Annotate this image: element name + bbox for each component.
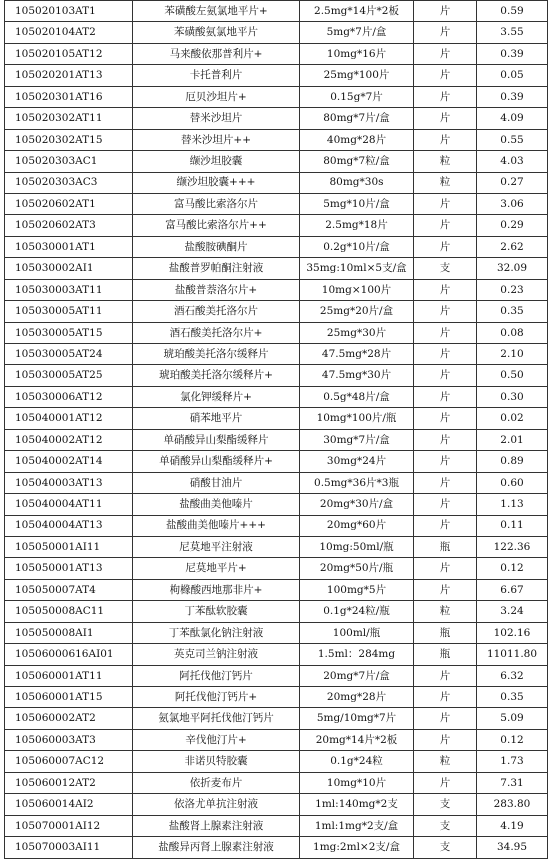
drug-name-cell: 硝苯地平片 [133, 408, 300, 429]
drug-price-cell: 0.05 [477, 65, 548, 86]
drug-unit-cell: 支 [414, 837, 477, 858]
drug-name-cell: 硝酸甘油片 [133, 472, 300, 493]
drug-name-cell: 酒石酸美托洛尔片 [133, 301, 300, 322]
table-row [5, 451, 548, 472]
table-row [5, 558, 548, 579]
drug-code-cell: 105030005AT11 [5, 301, 133, 322]
drug-code-cell: 105060001AT11 [5, 665, 133, 686]
drug-code-cell: 105020105AT12 [5, 43, 133, 64]
drug-name-cell: 缬沙坦胶囊+++ [133, 172, 300, 193]
drug-code-cell: 105040004AT11 [5, 494, 133, 515]
drug-price-cell: 0.60 [477, 472, 548, 493]
drug-name-cell: 丁苯酞氯化钠注射液 [133, 622, 300, 643]
table-row [5, 129, 548, 150]
drug-code-cell: 105030005AT25 [5, 365, 133, 386]
table-row [5, 729, 548, 750]
drug-unit-cell: 片 [414, 344, 477, 365]
drug-spec-cell: 0.5mg*36片*3瓶 [300, 472, 414, 493]
drug-unit-cell: 片 [414, 408, 477, 429]
drug-name-cell: 依折麦布片 [133, 772, 300, 793]
drug-spec-cell: 47.5mg*28片 [300, 344, 414, 365]
drug-name-cell: 盐酸普萘洛尔片+ [133, 279, 300, 300]
drug-price-cell: 11011.80 [477, 644, 548, 665]
drug-code-cell: 105050001AI11 [5, 536, 133, 557]
drug-code-cell: 105020104AT2 [5, 22, 133, 43]
drug-code-cell: 105040002AT14 [5, 451, 133, 472]
drug-unit-cell: 片 [414, 129, 477, 150]
drug-price-cell: 122.36 [477, 536, 548, 557]
drug-unit-cell: 片 [414, 451, 477, 472]
drug-price-cell: 0.89 [477, 451, 548, 472]
table-row [5, 515, 548, 536]
table-row [5, 815, 548, 836]
drug-price-cell: 0.39 [477, 43, 548, 64]
drug-spec-cell: 5mg*10片/盒 [300, 193, 414, 214]
drug-code-cell: 105050008AI1 [5, 622, 133, 643]
table-row [5, 772, 548, 793]
drug-name-cell: 厄贝沙坦片+ [133, 86, 300, 107]
drug-spec-cell: 100ml/瓶 [300, 622, 414, 643]
table-row [5, 258, 548, 279]
drug-name-cell: 盐酸普罗帕酮注射液 [133, 258, 300, 279]
drug-unit-cell: 片 [414, 322, 477, 343]
drug-unit-cell: 支 [414, 258, 477, 279]
drug-price-cell: 4.09 [477, 108, 548, 129]
drug-unit-cell: 瓶 [414, 622, 477, 643]
drug-spec-cell: 25mg*100片 [300, 65, 414, 86]
drug-code-cell: 105040002AT12 [5, 429, 133, 450]
drug-unit-cell: 片 [414, 472, 477, 493]
drug-price-cell: 2.10 [477, 344, 548, 365]
drug-spec-cell: 80mg*7片/盒 [300, 108, 414, 129]
drug-price-cell: 0.08 [477, 322, 548, 343]
drug-spec-cell: 0.5g*48片/盒 [300, 386, 414, 407]
drug-price-cell: 3.24 [477, 601, 548, 622]
drug-code-cell: 105070001AI12 [5, 815, 133, 836]
table-row [5, 193, 548, 214]
drug-code-cell: 105020302AT11 [5, 108, 133, 129]
table-row [5, 665, 548, 686]
drug-unit-cell: 片 [414, 65, 477, 86]
drug-price-cell: 0.50 [477, 365, 548, 386]
drug-spec-cell: 0.1g*24粒 [300, 751, 414, 772]
drug-name-cell: 英克司兰钠注射液 [133, 644, 300, 665]
drug-spec-cell: 10mg:50ml/瓶 [300, 536, 414, 557]
drug-price-cell: 32.09 [477, 258, 548, 279]
table-body [5, 1, 548, 859]
drug-name-cell: 盐酸曲美他嗪片+++ [133, 515, 300, 536]
drug-code-cell: 105030001AT1 [5, 236, 133, 257]
drug-spec-cell: 20mg*50片/瓶 [300, 558, 414, 579]
drug-name-cell: 盐酸异丙肾上腺素注射液 [133, 837, 300, 858]
drug-name-cell: 富马酸比索洛尔片 [133, 193, 300, 214]
drug-name-cell: 非诺贝特胶囊 [133, 751, 300, 772]
drug-code-cell: 105050001AT13 [5, 558, 133, 579]
drug-code-cell: 105030006AT12 [5, 386, 133, 407]
table-row [5, 65, 548, 86]
drug-name-cell: 盐酸胺碘酮片 [133, 236, 300, 257]
drug-spec-cell: 40mg*28片 [300, 129, 414, 150]
drug-spec-cell: 80mg*7粒/盒 [300, 151, 414, 172]
table-row [5, 86, 548, 107]
drug-unit-cell: 片 [414, 386, 477, 407]
drug-code-cell: 105060007AC12 [5, 751, 133, 772]
table-row [5, 644, 548, 665]
drug-code-cell: 105030005AT24 [5, 344, 133, 365]
drug-code-cell: 105020201AT13 [5, 65, 133, 86]
drug-name-cell: 富马酸比索洛尔片++ [133, 215, 300, 236]
table-row [5, 579, 548, 600]
table-row [5, 322, 548, 343]
drug-spec-cell: 5mg/10mg*7片 [300, 708, 414, 729]
drug-unit-cell: 片 [414, 558, 477, 579]
drug-code-cell: 105020301AT16 [5, 86, 133, 107]
drug-name-cell: 替米沙坦片 [133, 108, 300, 129]
drug-name-cell: 单硝酸异山梨酯缓释片+ [133, 451, 300, 472]
drug-spec-cell: 35mg:10ml×5支/盒 [300, 258, 414, 279]
drug-unit-cell: 片 [414, 22, 477, 43]
drug-code-cell: 105060002AT2 [5, 708, 133, 729]
table-row [5, 172, 548, 193]
drug-unit-cell: 片 [414, 43, 477, 64]
drug-price-cell: 6.32 [477, 665, 548, 686]
drug-name-cell: 辛伐他汀片+ [133, 729, 300, 750]
drug-code-cell: 105060012AT2 [5, 772, 133, 793]
drug-price-cell: 5.09 [477, 708, 548, 729]
table-row [5, 601, 548, 622]
table-row [5, 622, 548, 643]
drug-name-cell: 琥珀酸美托洛尔缓释片 [133, 344, 300, 365]
drug-spec-cell: 100mg*5片 [300, 579, 414, 600]
drug-unit-cell: 片 [414, 579, 477, 600]
drug-name-cell: 尼莫地平片+ [133, 558, 300, 579]
drug-price-cell: 0.11 [477, 515, 548, 536]
drug-price-cell: 0.02 [477, 408, 548, 429]
drug-name-cell: 尼莫地平注射液 [133, 536, 300, 557]
table-row [5, 837, 548, 858]
drug-code-cell: 105020303AC1 [5, 151, 133, 172]
drug-spec-cell: 10mg*10片 [300, 772, 414, 793]
drug-name-cell: 苯磺酸氨氯地平片 [133, 22, 300, 43]
table-row [5, 108, 548, 129]
table-row [5, 1, 548, 22]
drug-spec-cell: 10mg×100片 [300, 279, 414, 300]
drug-price-cell: 4.19 [477, 815, 548, 836]
drug-spec-cell: 10mg*100片/瓶 [300, 408, 414, 429]
drug-code-cell: 105060001AT15 [5, 687, 133, 708]
drug-name-cell: 丁苯酞软胶囊 [133, 601, 300, 622]
table-row [5, 344, 548, 365]
drug-name-cell: 氯化钾缓释片+ [133, 386, 300, 407]
drug-unit-cell: 片 [414, 193, 477, 214]
drug-unit-cell: 片 [414, 365, 477, 386]
drug-spec-cell: 80mg*30s [300, 172, 414, 193]
drug-name-cell: 阿托伐他汀钙片+ [133, 687, 300, 708]
drug-price-cell: 2.01 [477, 429, 548, 450]
drug-spec-cell: 0.15g*7片 [300, 86, 414, 107]
table-row [5, 22, 548, 43]
drug-unit-cell: 片 [414, 729, 477, 750]
drug-spec-cell: 25mg*20片/盒 [300, 301, 414, 322]
drug-name-cell: 盐酸肾上腺素注射液 [133, 815, 300, 836]
drug-code-cell: 105020302AT15 [5, 129, 133, 150]
drug-price-cell: 3.06 [477, 193, 548, 214]
drug-spec-cell: 0.2g*10片/盒 [300, 236, 414, 257]
drug-unit-cell: 支 [414, 815, 477, 836]
drug-code-cell: 105030002AI1 [5, 258, 133, 279]
drug-unit-cell: 片 [414, 279, 477, 300]
table-row [5, 687, 548, 708]
drug-name-cell: 苯磺酸左氨氯地平片+ [133, 1, 300, 22]
drug-unit-cell: 粒 [414, 151, 477, 172]
drug-code-cell: 105040001AT12 [5, 408, 133, 429]
drug-price-cell: 0.35 [477, 301, 548, 322]
drug-price-cell: 0.55 [477, 129, 548, 150]
drug-code-cell: 105060003AT3 [5, 729, 133, 750]
table-row [5, 365, 548, 386]
drug-spec-cell: 2.5mg*18片 [300, 215, 414, 236]
drug-name-cell: 酒石酸美托洛尔片+ [133, 322, 300, 343]
drug-spec-cell: 47.5mg*30片 [300, 365, 414, 386]
drug-unit-cell: 片 [414, 515, 477, 536]
drug-code-cell: 105020602AT1 [5, 193, 133, 214]
drug-name-cell: 马来酸依那普利片+ [133, 43, 300, 64]
drug-price-cell: 0.23 [477, 279, 548, 300]
drug-code-cell: 105050008AC11 [5, 601, 133, 622]
drug-unit-cell: 片 [414, 665, 477, 686]
table-row [5, 408, 548, 429]
drug-unit-cell: 片 [414, 108, 477, 129]
table-row [5, 151, 548, 172]
table-row [5, 279, 548, 300]
drug-price-cell: 0.35 [477, 687, 548, 708]
drug-unit-cell: 片 [414, 236, 477, 257]
table-row [5, 472, 548, 493]
drug-spec-cell: 1.5ml：284mg [300, 644, 414, 665]
drug-spec-cell: 1mg:2ml×2支/盒 [300, 837, 414, 858]
drug-price-cell: 6.67 [477, 579, 548, 600]
drug-unit-cell: 片 [414, 708, 477, 729]
drug-spec-cell: 20mg*28片 [300, 687, 414, 708]
drug-name-cell: 盐酸曲美他嗪片 [133, 494, 300, 515]
drug-code-cell: 105040004AT13 [5, 515, 133, 536]
drug-unit-cell: 片 [414, 86, 477, 107]
drug-unit-cell: 粒 [414, 751, 477, 772]
drug-code-cell: 105050007AT4 [5, 579, 133, 600]
drug-unit-cell: 片 [414, 1, 477, 22]
table-row [5, 794, 548, 815]
drug-name-cell: 单硝酸异山梨酯缓释片 [133, 429, 300, 450]
drug-spec-cell: 25mg*30片 [300, 322, 414, 343]
table-row [5, 386, 548, 407]
table-row [5, 215, 548, 236]
drug-spec-cell: 20mg*30片/盒 [300, 494, 414, 515]
drug-price-cell: 2.62 [477, 236, 548, 257]
drug-spec-cell: 1ml:1mg*2支/盒 [300, 815, 414, 836]
drug-name-cell: 替米沙坦片++ [133, 129, 300, 150]
drug-spec-cell: 20mg*14片*2板 [300, 729, 414, 750]
drug-code-cell: 105070003AI11 [5, 837, 133, 858]
table-row [5, 236, 548, 257]
drug-unit-cell: 片 [414, 301, 477, 322]
drug-name-cell: 依洛尤单抗注射液 [133, 794, 300, 815]
drug-code-cell: 105020303AC3 [5, 172, 133, 193]
drug-name-cell: 琥珀酸美托洛尔缓释片+ [133, 365, 300, 386]
drug-price-table [4, 0, 548, 859]
drug-code-cell: 105040003AT13 [5, 472, 133, 493]
drug-unit-cell: 粒 [414, 601, 477, 622]
drug-spec-cell: 5mg*7片/盒 [300, 22, 414, 43]
drug-price-cell: 0.29 [477, 215, 548, 236]
drug-price-cell: 1.13 [477, 494, 548, 515]
drug-unit-cell: 支 [414, 794, 477, 815]
table-row [5, 751, 548, 772]
drug-price-cell: 7.31 [477, 772, 548, 793]
drug-price-cell: 0.12 [477, 729, 548, 750]
table-row [5, 494, 548, 515]
drug-spec-cell: 30mg*7片/盒 [300, 429, 414, 450]
drug-price-cell: 0.39 [477, 86, 548, 107]
drug-price-cell: 0.59 [477, 1, 548, 22]
drug-spec-cell: 10mg*16片 [300, 43, 414, 64]
drug-unit-cell: 粒 [414, 172, 477, 193]
drug-spec-cell: 1ml:140mg*2支 [300, 794, 414, 815]
drug-unit-cell: 片 [414, 772, 477, 793]
drug-name-cell: 阿托伐他汀钙片 [133, 665, 300, 686]
drug-code-cell: 105020103AT1 [5, 1, 133, 22]
drug-price-cell: 4.03 [477, 151, 548, 172]
drug-unit-cell: 片 [414, 215, 477, 236]
drug-code-cell: 105030005AT15 [5, 322, 133, 343]
drug-name-cell: 卡托普利片 [133, 65, 300, 86]
drug-price-cell: 102.16 [477, 622, 548, 643]
drug-unit-cell: 片 [414, 429, 477, 450]
drug-unit-cell: 瓶 [414, 536, 477, 557]
drug-spec-cell: 20mg*60片 [300, 515, 414, 536]
drug-unit-cell: 片 [414, 687, 477, 708]
drug-name-cell: 枸橼酸西地那非片+ [133, 579, 300, 600]
drug-code-cell: 105030003AT11 [5, 279, 133, 300]
drug-price-cell: 34.95 [477, 837, 548, 858]
drug-price-cell: 283.80 [477, 794, 548, 815]
table-row [5, 536, 548, 557]
drug-price-cell: 0.12 [477, 558, 548, 579]
drug-price-cell: 0.30 [477, 386, 548, 407]
drug-code-cell: 105060014AI2 [5, 794, 133, 815]
drug-price-cell: 3.55 [477, 22, 548, 43]
table-row [5, 43, 548, 64]
drug-name-cell: 氨氯地平阿托伐他汀钙片 [133, 708, 300, 729]
drug-unit-cell: 片 [414, 494, 477, 515]
drug-price-cell: 0.27 [477, 172, 548, 193]
table-row [5, 708, 548, 729]
drug-spec-cell: 20mg*7片/盒 [300, 665, 414, 686]
drug-price-cell: 1.73 [477, 751, 548, 772]
drug-unit-cell: 瓶 [414, 644, 477, 665]
drug-name-cell: 缬沙坦胶囊 [133, 151, 300, 172]
drug-spec-cell: 30mg*24片 [300, 451, 414, 472]
drug-spec-cell: 2.5mg*14片*2板 [300, 1, 414, 22]
drug-code-cell: 105020602AT3 [5, 215, 133, 236]
table-row [5, 429, 548, 450]
table-row [5, 301, 548, 322]
drug-code-cell: 10506000616AI01 [5, 644, 133, 665]
drug-spec-cell: 0.1g*24粒/瓶 [300, 601, 414, 622]
